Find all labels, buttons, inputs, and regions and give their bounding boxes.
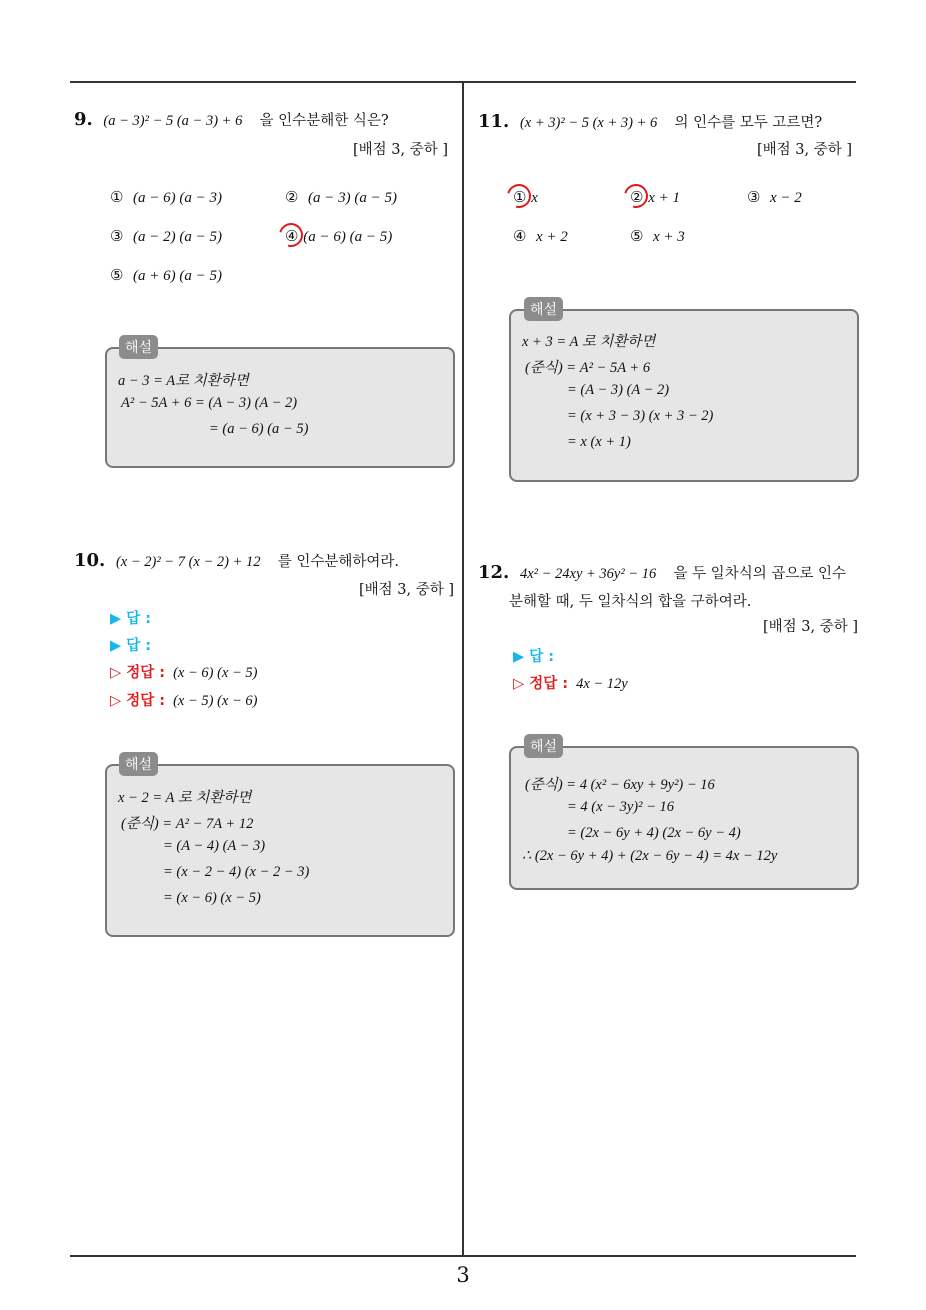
- q11-solution-line-3: = (A − 3) (A − 2): [567, 382, 670, 398]
- q10-solution-line-4: = (x − 2 − 4) (x − 2 − 3): [163, 864, 310, 880]
- q11-number: 11.: [478, 111, 510, 132]
- q10-solution-line-1: x − 2 = A 로 치환하면: [118, 790, 252, 806]
- bottom-rule: [70, 1255, 856, 1257]
- q10-correct-2: ▷ 정답 : (x − 5) (x − 6): [110, 693, 258, 709]
- q9-choice-2[interactable]: ② (a − 3) (a − 5): [285, 188, 397, 206]
- q11-solution-line-2: (준식) = A² − 5A + 6: [525, 360, 651, 376]
- q12-solution-line-1: (준식) = 4 (x² − 6xy + 9y²) − 16: [525, 777, 715, 793]
- q11-choice-3[interactable]: ③ x − 2: [747, 188, 802, 206]
- q9-points: [배점 3, 중하 ]: [352, 142, 448, 158]
- q12-solution-line-4: ∴ (2x − 6y + 4) + (2x − 6y − 4) = 4x − 12y: [522, 848, 778, 864]
- q9-number: 9.: [74, 109, 93, 130]
- q12-expression: 4x² − 24xy + 36y² − 16: [519, 566, 657, 582]
- q9-solution-line-3: = (a − 6) (a − 5): [209, 421, 309, 437]
- q10-title: [74, 551, 399, 572]
- q10-question-text: 를 인수분해하여라.: [277, 554, 399, 570]
- q9-question-text: 을 인수분해한 식은?: [259, 113, 389, 129]
- q11-choice-1[interactable]: ① x: [513, 188, 538, 206]
- q10-solution-line-3: = (A − 4) (A − 3): [163, 838, 266, 854]
- q10-solution-tag: 해설: [119, 752, 158, 776]
- column-divider: [462, 83, 464, 1255]
- q10-points: [배점 3, 중하 ]: [358, 582, 454, 598]
- q11-solution-line-1: x + 3 = A 로 치환하면: [522, 334, 656, 350]
- q11-choice-4[interactable]: ④ x + 2: [513, 227, 568, 245]
- q11-question-text: 의 인수를 모두 고르면?: [674, 115, 823, 131]
- q11-solution-tag: 해설: [524, 297, 563, 321]
- q12-question-text: 을 두 일차식의 곱으로 인수: [673, 566, 846, 582]
- q11-solution-line-5: = x (x + 1): [567, 434, 631, 450]
- q11-selected-mark-2: [620, 180, 653, 213]
- q12-solution-tag: 해설: [524, 734, 563, 758]
- q11-choice-5[interactable]: ⑤ x + 3: [630, 227, 685, 245]
- q12-points: [배점 3, 중하 ]: [762, 619, 858, 635]
- q12-number: 12.: [478, 562, 510, 583]
- q11-expression: (x + 3)² − 5 (x + 3) + 6: [519, 115, 658, 131]
- q9-selected-mark: [275, 219, 308, 252]
- q10-answer-field-1[interactable]: ▶ 답 :: [110, 611, 152, 627]
- q11-selected-mark-1: [503, 180, 536, 213]
- q9-solution-tag: 해설: [119, 335, 158, 359]
- q9-choice-3[interactable]: ③ (a − 2) (a − 5): [110, 227, 222, 245]
- page-number: 3: [456, 1263, 470, 1287]
- q9-choice-1[interactable]: ① (a − 6) (a − 3): [110, 188, 222, 206]
- q11-solution-line-4: = (x + 3 − 3) (x + 3 − 2): [567, 408, 714, 424]
- q9-solution-line-1: a − 3 = A로 치환하면: [118, 373, 249, 389]
- q9-title: [74, 110, 389, 131]
- q12-title: [478, 563, 846, 584]
- q11-choice-2[interactable]: ② x + 1: [630, 188, 681, 206]
- q9-choice-5[interactable]: ⑤ (a + 6) (a − 5): [110, 266, 222, 284]
- q11-points: [배점 3, 중하 ]: [756, 142, 852, 158]
- q9-expression: (a − 3)² − 5 (a − 3) + 6: [103, 113, 243, 129]
- q12-solution-box: [509, 746, 859, 890]
- q10-correct-1: ▷ 정답 : (x − 6) (x − 5): [110, 665, 258, 681]
- q12-solution-line-2: = 4 (x − 3y)² − 16: [567, 799, 674, 815]
- q10-expression: (x − 2)² − 7 (x − 2) + 12: [115, 554, 261, 570]
- q11-title: [478, 112, 822, 133]
- q12-solution-line-3: = (2x − 6y + 4) (2x − 6y − 4): [567, 825, 741, 841]
- q12-correct: ▷ 정답 : 4x − 12y: [513, 676, 628, 692]
- q12-question-text-2: 분해할 때, 두 일차식의 합을 구하여라.: [509, 594, 752, 610]
- q10-number: 10.: [74, 550, 106, 571]
- q9-solution-line-2: A² − 5A + 6 = (A − 3) (A − 2): [121, 395, 298, 411]
- q10-answer-field-2[interactable]: ▶ 답 :: [110, 638, 152, 654]
- q10-solution-line-2: (준식) = A² − 7A + 12: [121, 816, 254, 832]
- q10-solution-line-5: = (x − 6) (x − 5): [163, 890, 261, 906]
- q12-answer-field[interactable]: ▶ 답 :: [513, 649, 555, 665]
- q9-choice-4[interactable]: ④ (a − 6) (a − 5): [285, 227, 393, 245]
